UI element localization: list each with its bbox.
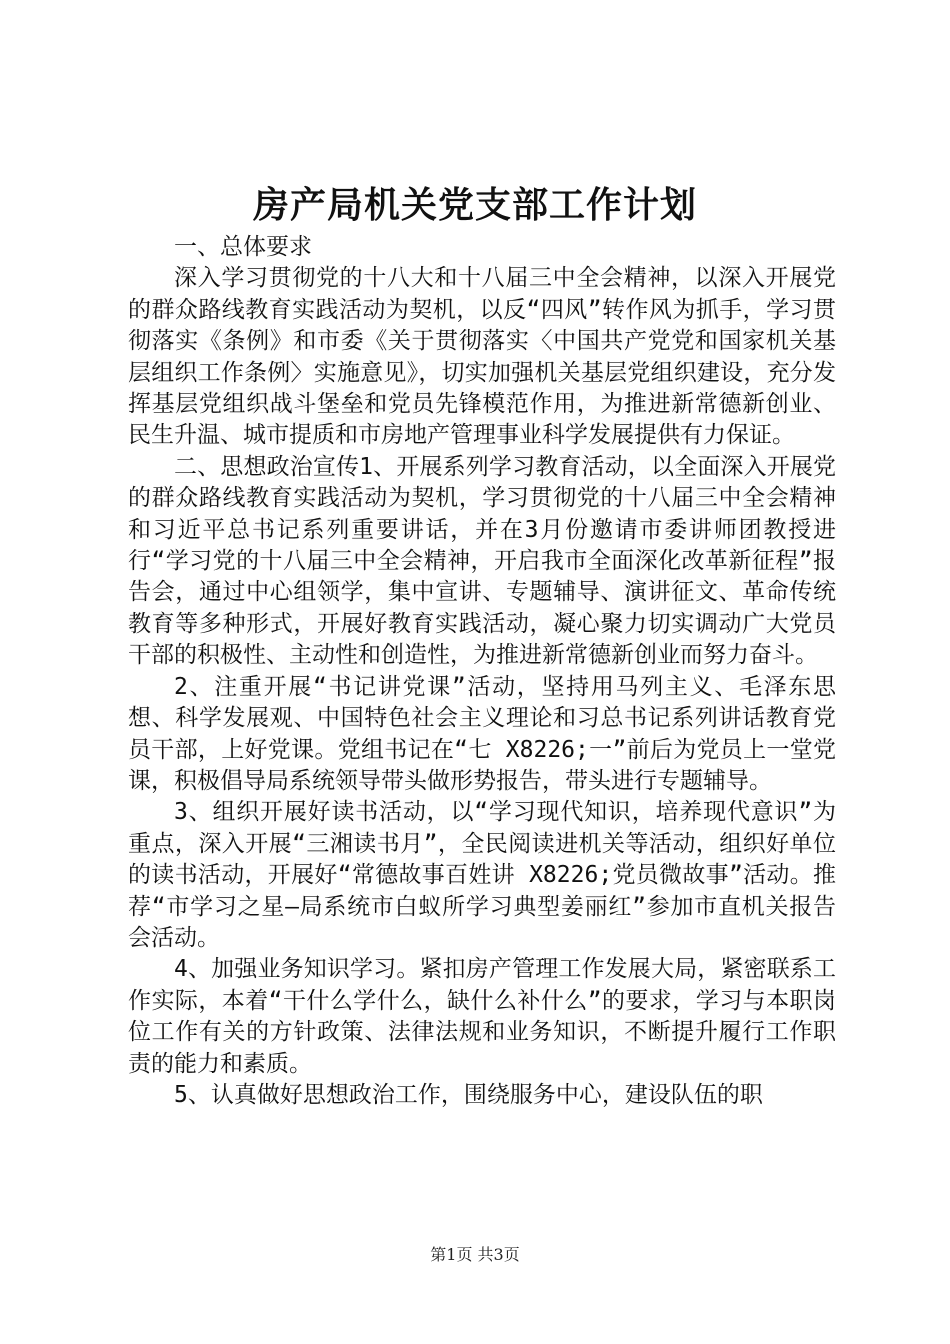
document-title: 房产局机关党支部工作计划 bbox=[252, 184, 697, 226]
document-body bbox=[128, 232, 836, 1111]
paragraph-general-requirements: 深入学习贯彻党的十八大和十八届三中全会精神，以深入开展党的群众路线教育实践活动为契机，以反“四风”转作风为抓手，学习贯彻落实《条例》和市委《关于贯彻落实〈中国共产党党和国家机关基层组织工作条例〉实施意见》，切实加强机关基层党组织建设，充分发挥基层党组织战斗堡垒和党员先锋模范作用，为推进新常德新创业、民生升温、城市提质和市房地产管理事业科学发展提供有力保证。 bbox=[128, 265, 836, 449]
paragraph-reading-activity: 3、组织开展好读书活动，以“学习现代知识，培养现代意识”为重点，深入开展“三湘读书月”，全民阅读进机关等活动，组织好单位的读书活动，开展好“常德故事百姓讲 X8226;党员微故事”活动。推荐“市学习之星—局系统市白蚁所学习典型姜丽红”参加市直机关报告会活动。 bbox=[128, 799, 836, 951]
paragraph-party-lecture: 2、注重开展“书记讲党课”活动，坚持用马列主义、毛泽东思想、科学发展观、中国特色社会主义理论和习总书记系列讲话教育党员干部，上好党课。党组书记在“七 X8226;一”前后为党员上一堂党课，积极倡导局系统领导带头做形势报告，带头进行专题辅导。 bbox=[128, 673, 836, 794]
paragraph-ideological-propaganda: 二、思想政治宣传1、开展系列学习教育活动，以全面深入开展党的群众路线教育实践活动为契机，学习贯彻党的十八届三中全会精神和习近平总书记系列重要讲话，并在3月份邀请市委讲师团教授进行“学习党的十八届三中全会精神，开启我市全面深化改革新征程”报告会，通过中心组领学，集中宣讲、专题辅导、演讲征文、革命传统教育等多种形式，开展好教育实践活动，凝心聚力切实调动广大党员干部的积极性、主动性和创造性，为推进新常德新创业而努力奋斗。 bbox=[128, 453, 836, 669]
paragraph-political-work: 5、认真做好思想政治工作，围绕服务中心，建设队伍的职 bbox=[174, 1081, 763, 1108]
paragraph-business-knowledge: 4、加强业务知识学习。紧扣房产管理工作发展大局，紧密联系工作实际，本着“干什么学什么，缺什么补什么”的要求，学习与本职岗位工作有关的方针政策、法律法规和业务知识，不断提升履行工作职责的能力和素质。 bbox=[128, 956, 836, 1077]
page-number-footer: 第1页 共3页 bbox=[430, 1245, 520, 1264]
section-heading-general-requirements: 一、总体要求 bbox=[174, 234, 312, 260]
